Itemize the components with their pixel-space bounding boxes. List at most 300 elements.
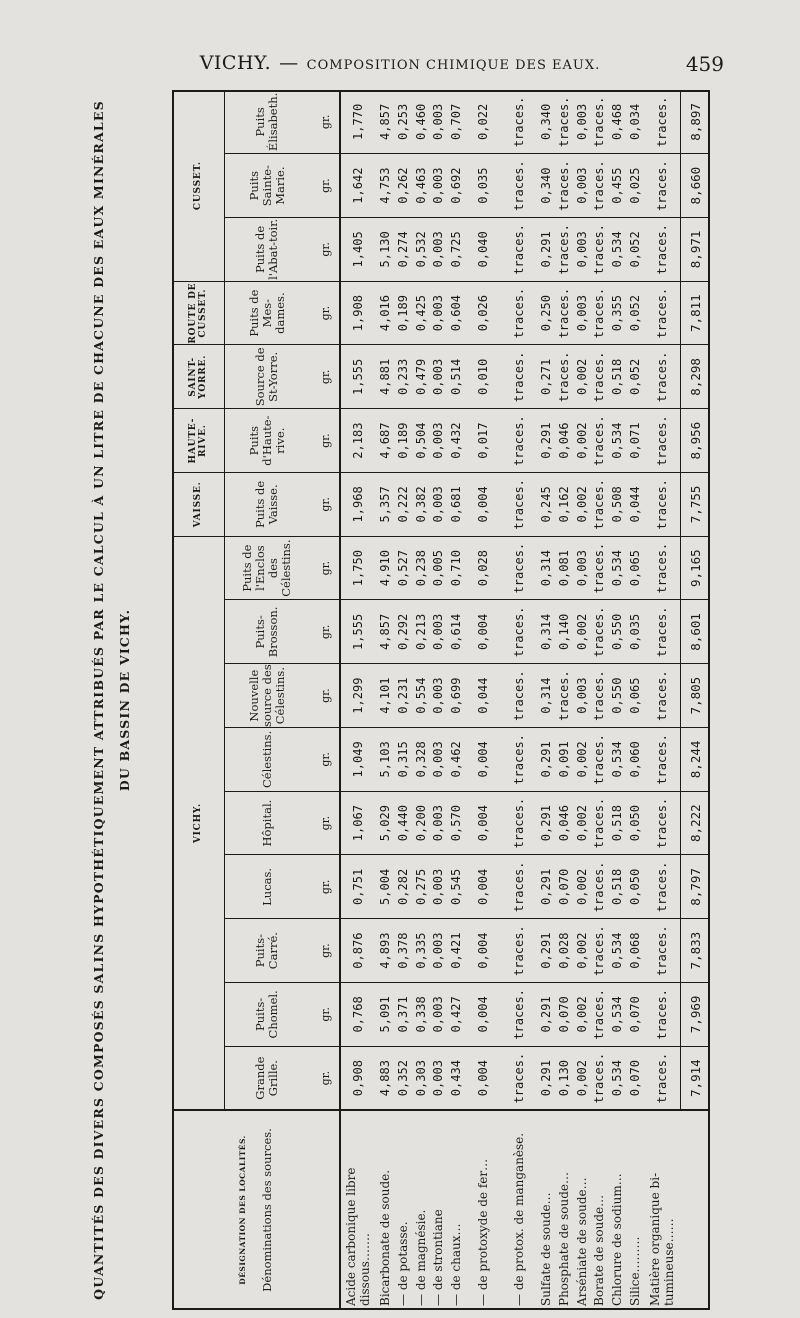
table-cell: 0,002	[574, 868, 589, 905]
table-cell: 0,282	[395, 868, 410, 905]
table-cell: 0,035	[628, 613, 643, 650]
running-header	[0, 52, 800, 82]
table-cell: 0,245	[538, 486, 553, 523]
table-cell: 0,003	[574, 677, 589, 714]
column-divider	[224, 600, 710, 601]
table-cell: 0,768	[350, 996, 365, 1033]
total-cell: 7,914	[687, 1059, 703, 1097]
table-cell: 4,857	[377, 613, 392, 650]
group-header: VICHY.	[193, 803, 203, 844]
total-cell: 8,298	[687, 358, 703, 396]
table-cell: 0,071	[628, 422, 643, 459]
table-cell: 0,468	[610, 103, 625, 140]
table-cell: 0,707	[449, 103, 464, 140]
table-cell: 0,004	[476, 1060, 491, 1097]
table-cell: 0,004	[476, 486, 491, 523]
group-header: CUSSET.	[193, 161, 203, 211]
table-cell: 0,002	[574, 613, 589, 650]
table-cell: 0,355	[610, 295, 625, 332]
total-cell: 8,660	[687, 166, 703, 205]
table-cell: 0,026	[476, 295, 491, 332]
table-cell: 0,504	[413, 422, 428, 459]
unit-label: gr.	[318, 369, 332, 385]
column-header: Célestins.	[259, 730, 274, 789]
table-cell: traces.	[655, 96, 670, 148]
table-cell: traces.	[511, 96, 526, 148]
row-label: — de potasse.	[395, 1221, 410, 1306]
table-cell: 0,463	[413, 167, 428, 204]
table-cell: traces.	[511, 415, 526, 466]
table-cell: 0,002	[574, 1060, 589, 1097]
table-cell: traces.	[511, 160, 526, 211]
column-divider	[224, 217, 710, 218]
table-cell: 1,299	[350, 677, 365, 714]
table-cell: traces.	[511, 606, 526, 658]
table-cell: 0,352	[395, 1060, 410, 1097]
table-cell: 0,534	[610, 231, 625, 268]
table-cell: 0,070	[628, 996, 643, 1033]
group-header: VAISSE.	[193, 481, 203, 528]
table-cell: 1,750	[350, 550, 365, 587]
table-cell: 0,534	[610, 422, 625, 459]
table-cell: 0,003	[574, 550, 589, 587]
table-cell: traces.	[592, 606, 607, 658]
table-cell: 0,003	[431, 422, 446, 459]
table-cell: traces.	[655, 479, 670, 530]
table-cell: 0,130	[556, 1060, 571, 1097]
table-cell: 0,233	[395, 358, 410, 395]
table-cell: 0,003	[431, 231, 446, 268]
table-cell: 0,908	[350, 1060, 365, 1097]
table-cell: 4,101	[377, 677, 392, 714]
column-header: Puits Sainte-Marie.	[246, 165, 287, 207]
column-header: Puits-Chomel.	[253, 990, 280, 1039]
table-cell: 0,692	[449, 167, 464, 204]
row-label: Borate de soude…	[592, 1194, 607, 1306]
total-cell: 8,222	[687, 804, 703, 842]
column-divider	[224, 472, 710, 473]
table-cell: 0,044	[476, 677, 491, 714]
table-cell: 4,883	[377, 1060, 392, 1097]
table-cell: 0,291	[538, 996, 553, 1033]
table-cell: 0,065	[628, 550, 643, 587]
table-cell: 0,200	[413, 805, 428, 842]
column-header: Puits Élisabeth.	[253, 92, 280, 152]
table-cell: 0,004	[476, 613, 491, 650]
table-cell: 0,534	[610, 741, 625, 778]
table-cell: 0,570	[449, 805, 464, 842]
table-cell: 0,534	[610, 932, 625, 969]
table-cell: 0,382	[413, 486, 428, 523]
total-cell: 7,969	[687, 995, 703, 1034]
row-label: — de protoxyde de fer…	[476, 1158, 491, 1306]
table-cell: 0,003	[431, 741, 446, 778]
table-cell: traces.	[592, 160, 607, 211]
table-cell: 5,103	[377, 741, 392, 778]
group-header: SAINT-YORRE.	[188, 354, 208, 399]
running-title-place: VICHY.	[199, 52, 272, 74]
table-cell: 5,091	[377, 996, 392, 1033]
table-cell: traces.	[592, 670, 607, 721]
column-header: Puits de Vaisse.	[253, 480, 280, 528]
table-cell: 0,434	[449, 1060, 464, 1097]
table-cell: 0,035	[476, 167, 491, 204]
table-cell: 0,004	[476, 741, 491, 778]
table-cell: 0,238	[413, 550, 428, 587]
total-cell: 7,811	[687, 294, 703, 332]
column-header: Nouvelle source des Célestins.	[246, 664, 287, 727]
table-cell: 0,335	[413, 932, 428, 969]
row-label: — de protox. de manganèse.	[511, 1132, 526, 1306]
table-cell: 0,455	[610, 167, 625, 204]
total-cell: 7,805	[687, 676, 703, 715]
total-cell: 7,755	[687, 485, 703, 524]
table-cell: traces.	[655, 287, 670, 339]
unit-label: gr.	[318, 815, 332, 831]
table-cell: traces.	[556, 287, 571, 339]
table-cell: traces.	[511, 989, 526, 1040]
table-cell: 0,534	[610, 996, 625, 1033]
table-cell: 1,067	[350, 805, 365, 842]
table-cell: 0,028	[556, 932, 571, 969]
table-cell: 0,550	[610, 677, 625, 714]
table-cell: 0,440	[395, 805, 410, 842]
running-title	[0, 52, 800, 74]
unit-label: gr.	[318, 1070, 332, 1086]
table-cell: traces.	[592, 287, 607, 339]
table-cell: 0,291	[538, 741, 553, 778]
table-cell: 0,340	[538, 103, 553, 140]
table-cell: 0,614	[449, 613, 464, 650]
table-cell: 0,292	[395, 613, 410, 650]
table-cell: 5,357	[377, 486, 392, 523]
table-cell: traces.	[511, 1052, 526, 1104]
unit-label: gr.	[318, 114, 332, 130]
table-cell: traces.	[511, 670, 526, 721]
table-cell: 0,231	[395, 677, 410, 714]
table-cell: 0,314	[538, 550, 553, 587]
table-cell: 0,050	[628, 805, 643, 842]
table-cell: 0,162	[556, 486, 571, 523]
table-cell: 4,857	[377, 103, 392, 140]
row-label: Matière organique bi-tumineuse……	[648, 1172, 677, 1306]
column-divider	[224, 281, 710, 282]
row-label: Chlorure de sodium…	[610, 1173, 625, 1306]
group-header: ROUTE DE CUSSET.	[188, 282, 208, 344]
table-cell: traces.	[592, 479, 607, 530]
table-cell: 0,532	[413, 231, 428, 268]
table-cell: 0,421	[449, 932, 464, 969]
table-cell: 0,052	[628, 295, 643, 332]
table-cell: 2,183	[350, 422, 365, 459]
column-divider	[224, 791, 710, 792]
running-title-subject: COMPOSITION CHIMIQUE DES EAUX.	[306, 58, 601, 73]
total-cell: 8,244	[687, 740, 703, 779]
table-cell: 0,002	[574, 422, 589, 459]
table-cell: traces.	[655, 670, 670, 721]
table-cell: 0,003	[431, 358, 446, 395]
table-cell: 0,876	[350, 932, 365, 969]
table-cell: 0,291	[538, 805, 553, 842]
table-cell: 0,034	[628, 103, 643, 140]
table-cell: 1,642	[350, 167, 365, 204]
table-cell: traces.	[655, 224, 670, 275]
table-cell: traces.	[592, 542, 607, 594]
table-cell: 0,022	[476, 103, 491, 140]
table-cell: 5,004	[377, 868, 392, 905]
table-cell: traces.	[511, 542, 526, 594]
table-cell: 0,017	[476, 422, 491, 459]
table-cell: traces.	[511, 734, 526, 785]
table-cell: 0,378	[395, 932, 410, 969]
table-cell: 0,534	[610, 550, 625, 587]
table-cell: 0,052	[628, 231, 643, 268]
unit-label: gr.	[318, 242, 332, 257]
table-cell: 0,189	[395, 295, 410, 332]
sources-label: Dénominations des sources.	[260, 1128, 274, 1292]
table-cell: 0,314	[538, 677, 553, 714]
table-cell: 0,462	[449, 741, 464, 778]
table-cell: 0,751	[350, 868, 365, 905]
unit-label: gr.	[318, 178, 332, 193]
table-cell: 0,527	[395, 550, 410, 587]
table-cell: 0,070	[628, 1060, 643, 1097]
table-cell: 0,050	[628, 868, 643, 905]
table-cell: 0,003	[431, 1060, 446, 1097]
table-cell: 0,003	[431, 613, 446, 650]
table-cell: 0,044	[628, 486, 643, 523]
table-cell: 0,040	[476, 231, 491, 268]
table-cell: traces.	[655, 861, 670, 913]
table-cell: traces.	[655, 542, 670, 594]
table-cell: traces.	[655, 1052, 670, 1104]
table-cell: traces.	[655, 925, 670, 976]
table-cell: traces.	[592, 351, 607, 403]
table-cell: traces.	[556, 96, 571, 148]
table-cell: 4,881	[377, 358, 392, 395]
table-cell: 0,003	[431, 932, 446, 969]
column-header: Puits de Mes-dames.	[246, 289, 287, 337]
column-divider	[224, 408, 710, 409]
total-cell: 8,601	[687, 613, 703, 651]
column-divider	[224, 918, 710, 919]
table-cell: traces.	[655, 160, 670, 211]
table-cell: 0,004	[476, 996, 491, 1033]
corner-heading	[172, 1110, 340, 1310]
row-label: Sulfate de soude…	[538, 1192, 553, 1306]
table-cell: 0,328	[413, 741, 428, 778]
table-cell: 0,002	[574, 805, 589, 842]
table-cell: traces.	[655, 606, 670, 658]
column-header: Lucas.	[259, 867, 274, 906]
table-cell: 0,003	[431, 103, 446, 140]
table-cell: traces.	[592, 734, 607, 785]
table-cell: 4,687	[377, 422, 392, 459]
column-divider	[224, 727, 710, 728]
unit-label: gr.	[318, 560, 332, 576]
table-cell: traces.	[592, 415, 607, 466]
table-cell: 0,425	[413, 295, 428, 332]
unit-label: gr.	[318, 433, 332, 448]
table-cell: 0,004	[476, 805, 491, 842]
row-label: Phosphate de soude…	[556, 1172, 571, 1306]
table-cell: 0,025	[628, 167, 643, 204]
table-cell: 0,710	[449, 550, 464, 587]
table-cell: 5,029	[377, 805, 392, 842]
table-cell: traces.	[655, 734, 670, 785]
table-cell: 0,002	[574, 358, 589, 395]
table-cell: 0,271	[538, 358, 553, 395]
table-cell: 0,479	[413, 358, 428, 395]
row-label: Arséniate de soude…	[574, 1177, 589, 1306]
column-divider	[224, 982, 710, 983]
table-cell: 0,003	[574, 231, 589, 268]
table-cell: 0,275	[413, 868, 428, 905]
table-cell: 0,004	[476, 868, 491, 905]
table-cell: 0,291	[538, 932, 553, 969]
table-cell: 0,681	[449, 486, 464, 523]
table-cell: 0,432	[449, 422, 464, 459]
table-cell: 0,140	[556, 613, 571, 650]
table-cell: 0,213	[413, 613, 428, 650]
table-cell: 1,049	[350, 741, 365, 778]
table-cell: 0,604	[449, 295, 464, 332]
table-cell: 0,003	[431, 868, 446, 905]
table-cell: traces.	[511, 224, 526, 275]
table-cell: 0,052	[628, 358, 643, 395]
table-cell: 0,518	[610, 358, 625, 395]
column-divider	[224, 663, 710, 664]
table-cell: 0,003	[431, 167, 446, 204]
table-cell: 0,514	[449, 358, 464, 395]
table-cell: 0,291	[538, 422, 553, 459]
table-cell: 0,003	[574, 295, 589, 332]
table-cell: traces.	[511, 797, 526, 849]
table-cell: 0,070	[556, 868, 571, 905]
table-cell: 0,002	[574, 741, 589, 778]
table-cell: traces.	[511, 351, 526, 403]
unit-label: gr.	[318, 879, 332, 895]
row-label: Silice………	[628, 1236, 643, 1306]
table-cell: 0,338	[413, 996, 428, 1033]
table-cell: 0,081	[556, 550, 571, 587]
table-cell: traces.	[556, 670, 571, 721]
table-cell: 0,003	[574, 167, 589, 204]
table-cell: 0,046	[556, 422, 571, 459]
table-cell: 4,016	[377, 295, 392, 332]
group-header: HAUTE-RIVE.	[188, 417, 208, 464]
table-cell: 1,555	[350, 358, 365, 395]
column-header: Hôpital.	[259, 799, 274, 847]
table-cell: traces.	[556, 351, 571, 403]
table-cell: 0,534	[610, 1060, 625, 1097]
table-cell: 4,910	[377, 550, 392, 587]
table-cell: 0,005	[431, 550, 446, 587]
table-cell: 0,002	[574, 486, 589, 523]
table-cell: 0,262	[395, 167, 410, 204]
table-cell: 1,908	[350, 295, 365, 332]
table-cell: 0,518	[610, 805, 625, 842]
table-cell: 0,189	[395, 422, 410, 459]
table-cell: 1,405	[350, 231, 365, 268]
table-cell: 0,250	[538, 295, 553, 332]
unit-label: gr.	[318, 943, 332, 958]
column-header: Puits d'Haute-rive.	[246, 415, 287, 466]
table-cell: 0,068	[628, 932, 643, 969]
table-cell: 0,046	[556, 805, 571, 842]
column-divider	[224, 345, 710, 346]
row-label: Acide carbonique libre dissous…….	[343, 1167, 372, 1306]
total-cell: 7,833	[687, 931, 703, 970]
column-divider	[224, 1046, 710, 1047]
table-cell: traces.	[592, 861, 607, 913]
total-cell: 8,897	[687, 103, 703, 141]
column-header: Puits de l'Enclos des Célestins.	[240, 539, 293, 597]
table-cell: traces.	[556, 224, 571, 275]
table-cell: traces.	[511, 287, 526, 339]
table-cell: traces.	[592, 925, 607, 976]
table-cell: traces.	[592, 1052, 607, 1104]
table-cell: 0,340	[538, 167, 553, 204]
table-cell: 0,291	[538, 231, 553, 268]
table-cell: 0,003	[431, 486, 446, 523]
table-cell: 1,555	[350, 613, 365, 650]
table-cell: traces.	[592, 989, 607, 1040]
table-cell: 4,893	[377, 932, 392, 969]
table-cell: 0,508	[610, 486, 625, 523]
table-cell: traces.	[655, 351, 670, 403]
table-cell: 0,070	[556, 996, 571, 1033]
table-cell: 0,314	[538, 613, 553, 650]
table-cell: traces.	[655, 989, 670, 1040]
column-header: Puits-Brosson.	[253, 606, 280, 658]
table-cell: traces.	[511, 479, 526, 530]
table-cell: 0,002	[574, 996, 589, 1033]
table-cell: 0,274	[395, 231, 410, 268]
row-label: Bicarbonate de soude.	[377, 1169, 392, 1306]
table-cell: 0,028	[476, 550, 491, 587]
table-cell: traces.	[556, 160, 571, 211]
table-cell: 0,065	[628, 677, 643, 714]
table-cell: 0,554	[413, 677, 428, 714]
column-header: Puits de l'Abat-toir.	[253, 218, 280, 280]
table-cell: traces.	[592, 797, 607, 849]
table-cell: 1,968	[350, 486, 365, 523]
column-header: Source de St-Yorre.	[253, 347, 280, 407]
total-cell: 8,956	[687, 421, 703, 460]
table-cell: traces.	[511, 861, 526, 913]
table-cell: traces.	[511, 925, 526, 976]
row-label: — de chaux…	[449, 1223, 464, 1306]
table-cell: 0,427	[449, 996, 464, 1033]
table-cell: 0,003	[431, 677, 446, 714]
table-cell: 0,003	[431, 996, 446, 1033]
table-cell: 0,010	[476, 358, 491, 395]
unit-label: gr.	[318, 688, 332, 703]
column-header: Puits-Carré.	[253, 932, 280, 970]
rotated-table-container	[91, 90, 710, 1310]
table-cell: 0,550	[610, 613, 625, 650]
designation-label: DÉSIGNATION DES LOCALITÉS.	[238, 1135, 247, 1285]
table-cell: 0,003	[431, 295, 446, 332]
table-cell: traces.	[655, 797, 670, 849]
table-cell: 0,003	[574, 103, 589, 140]
table-caption: QUANTITÉS DES DIVERS COMPOSÉS SALINS HYPOTHÉTIQUEMENT ATTRIBUÉS PAR LE CALCUL À UN LITRE DE CHACUNE DES EAUX MINÉRALES DU BASSIN DE VICHY.	[91, 100, 132, 1300]
table-cell: 0,091	[556, 741, 571, 778]
unit-label: gr.	[318, 752, 332, 767]
table-cell: 0,699	[449, 677, 464, 714]
column-divider	[224, 153, 710, 154]
